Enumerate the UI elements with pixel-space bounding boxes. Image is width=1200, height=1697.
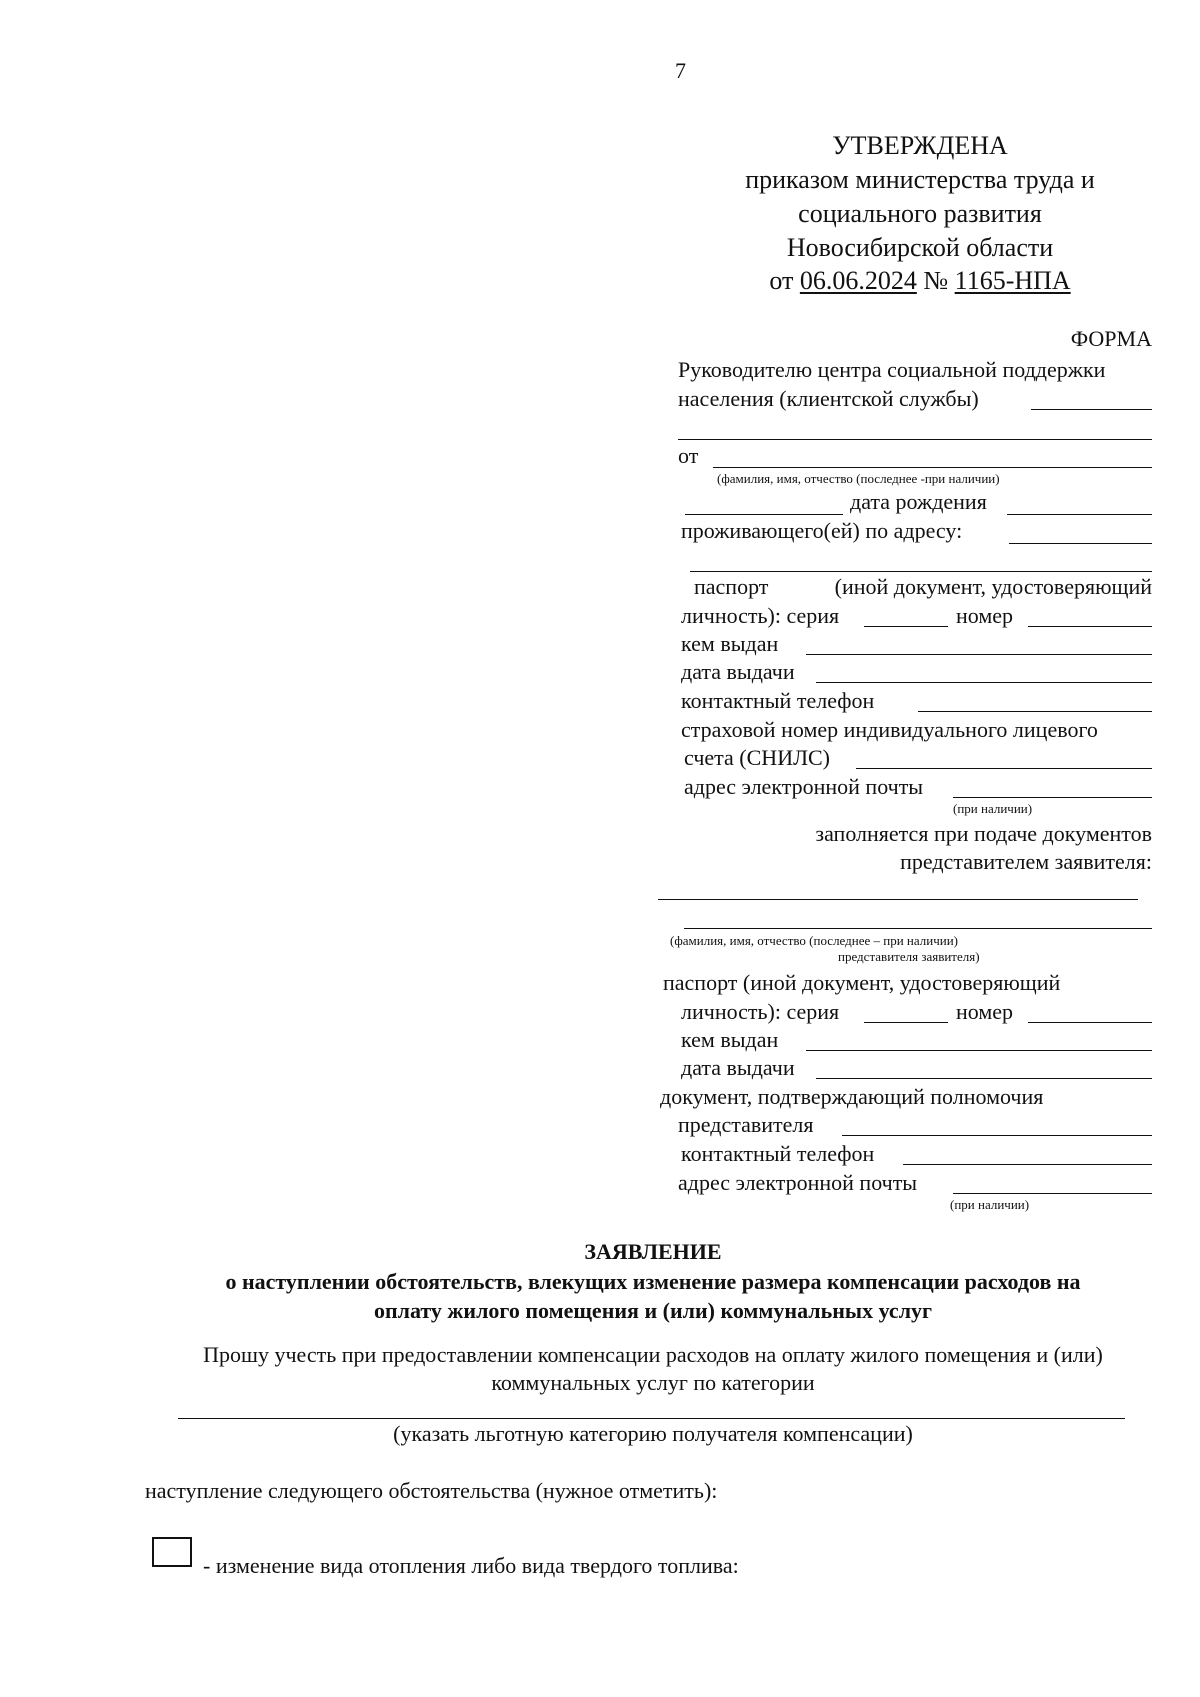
- applicant-email-label: адрес электронной почты: [684, 774, 924, 799]
- approval-line-1: приказом министерства труда и: [745, 165, 1095, 194]
- representative-issue-date-blank: [816, 1078, 1152, 1079]
- applicant-snils-line-2: счета (СНИЛС): [684, 745, 830, 770]
- representative-note-line-1: заполняется при подаче документов: [815, 821, 1152, 846]
- representative-fio-blank-2: [684, 928, 1152, 929]
- applicant-email-hint: (при наличии): [953, 801, 1033, 816]
- applicant-from-label: от: [678, 443, 699, 468]
- representative-phone-blank: [903, 1164, 1152, 1165]
- representative-series-label: личность): серия: [681, 999, 840, 1024]
- approval-date: 06.06.2024: [799, 266, 917, 295]
- representative-issued-by-label: кем выдан: [681, 1027, 779, 1052]
- applicant-passport-word: паспорт: [694, 574, 769, 599]
- approval-date-line: [660, 266, 1180, 296]
- applicant-address-blank-2: [690, 571, 1152, 572]
- applicant-passport-rest: (иной документ, удостоверяющий: [834, 574, 1152, 599]
- representative-number-label: номер: [956, 999, 1014, 1024]
- applicant-issued-by-label: кем выдан: [681, 631, 779, 656]
- applicant-snils-blank: [856, 768, 1152, 769]
- applicant-number-label: номер: [956, 603, 1014, 628]
- applicant-series-label: личность): серия: [681, 603, 840, 628]
- statement-occurrence: наступление следующего обстоятельства (нужное отметить):: [145, 1478, 718, 1503]
- representative-issued-by-blank: [806, 1050, 1152, 1051]
- statement-title: ЗАЯВЛЕНИЕ: [584, 1239, 722, 1264]
- representative-email-blank: [953, 1193, 1152, 1194]
- applicant-address-blank: [1009, 543, 1152, 544]
- addressee-blank-1: [1031, 409, 1152, 410]
- applicant-fio-blank-2: [685, 514, 843, 515]
- heating-change-checkbox[interactable]: [152, 1537, 192, 1567]
- applicant-email-blank: [953, 797, 1152, 798]
- statement-category-hint: (указать льготную категорию получателя компенсации): [393, 1421, 913, 1446]
- statement-category-blank: [178, 1418, 1125, 1419]
- approval-date-prefix: от: [769, 266, 794, 295]
- representative-authority-line-1: документ, подтверждающий полномочия: [660, 1084, 1044, 1109]
- page-number: 7: [675, 58, 686, 83]
- statement-subtitle-1: о наступлении обстоятельств, влекущих изменение размера компенсации расходов на: [225, 1269, 1081, 1294]
- addressee-blank-2: [678, 439, 1152, 440]
- applicant-series-blank: [864, 626, 948, 627]
- applicant-phone-blank: [918, 711, 1152, 712]
- representative-issue-date-label: дата выдачи: [681, 1055, 795, 1080]
- representative-series-blank: [864, 1022, 948, 1023]
- applicant-issue-date-label: дата выдачи: [681, 659, 795, 684]
- applicant-birthdate-label: дата рождения: [850, 489, 987, 514]
- applicant-phone-label: контактный телефон: [681, 688, 875, 713]
- applicant-birthdate-blank: [1007, 514, 1152, 515]
- form-label: ФОРМА: [1070, 326, 1152, 351]
- representative-email-hint: (при наличии): [950, 1197, 1030, 1212]
- representative-phone-label: контактный телефон: [681, 1141, 875, 1166]
- statement-request-1: Прошу учесть при предоставлении компенсации расходов на оплату жилого помещения и (или): [203, 1342, 1103, 1367]
- statement-request-2: коммунальных услуг по категории: [491, 1370, 815, 1395]
- applicant-fio-hint: (фамилия, имя, отчество (последнее -при наличии): [717, 471, 1000, 486]
- applicant-issued-by-blank: [806, 654, 1152, 655]
- applicant-snils-line-1: страховой номер индивидуального лицевого: [681, 717, 1098, 742]
- representative-note-line-2: представителем заявителя:: [900, 849, 1152, 874]
- approval-line-2: социального развития: [798, 199, 1042, 228]
- applicant-fio-blank: [713, 467, 1152, 468]
- approval-number: 1165-НПА: [954, 266, 1071, 295]
- approval-title: УТВЕРЖДЕНА: [832, 131, 1008, 160]
- heating-change-label: - изменение вида отопления либо вида твердого топлива:: [203, 1553, 739, 1578]
- applicant-number-blank: [1028, 626, 1152, 627]
- representative-fio-blank-1: [658, 899, 1138, 900]
- applicant-address-label: проживающего(ей) по адресу:: [681, 518, 963, 543]
- approval-number-sign: №: [923, 266, 949, 295]
- applicant-issue-date-blank: [816, 682, 1152, 683]
- representative-passport-label: паспорт (иной документ, удостоверяющий: [663, 970, 1061, 995]
- representative-authority-blank: [842, 1135, 1152, 1136]
- statement-subtitle-2: оплату жилого помещения и (или) коммунальных услуг: [373, 1298, 933, 1323]
- representative-fio-hint-2: представителя заявителя): [838, 949, 980, 964]
- representative-authority-line-2: представителя: [678, 1112, 814, 1137]
- addressee-line-2: населения (клиентской службы): [678, 386, 979, 411]
- approval-line-3: Новосибирской области: [786, 233, 1054, 262]
- representative-fio-hint-1: (фамилия, имя, отчество (последнее – при наличии): [670, 933, 958, 948]
- representative-number-blank: [1028, 1022, 1152, 1023]
- addressee-line-1: Руководителю центра социальной поддержки: [678, 357, 1106, 382]
- representative-email-label: адрес электронной почты: [678, 1170, 918, 1195]
